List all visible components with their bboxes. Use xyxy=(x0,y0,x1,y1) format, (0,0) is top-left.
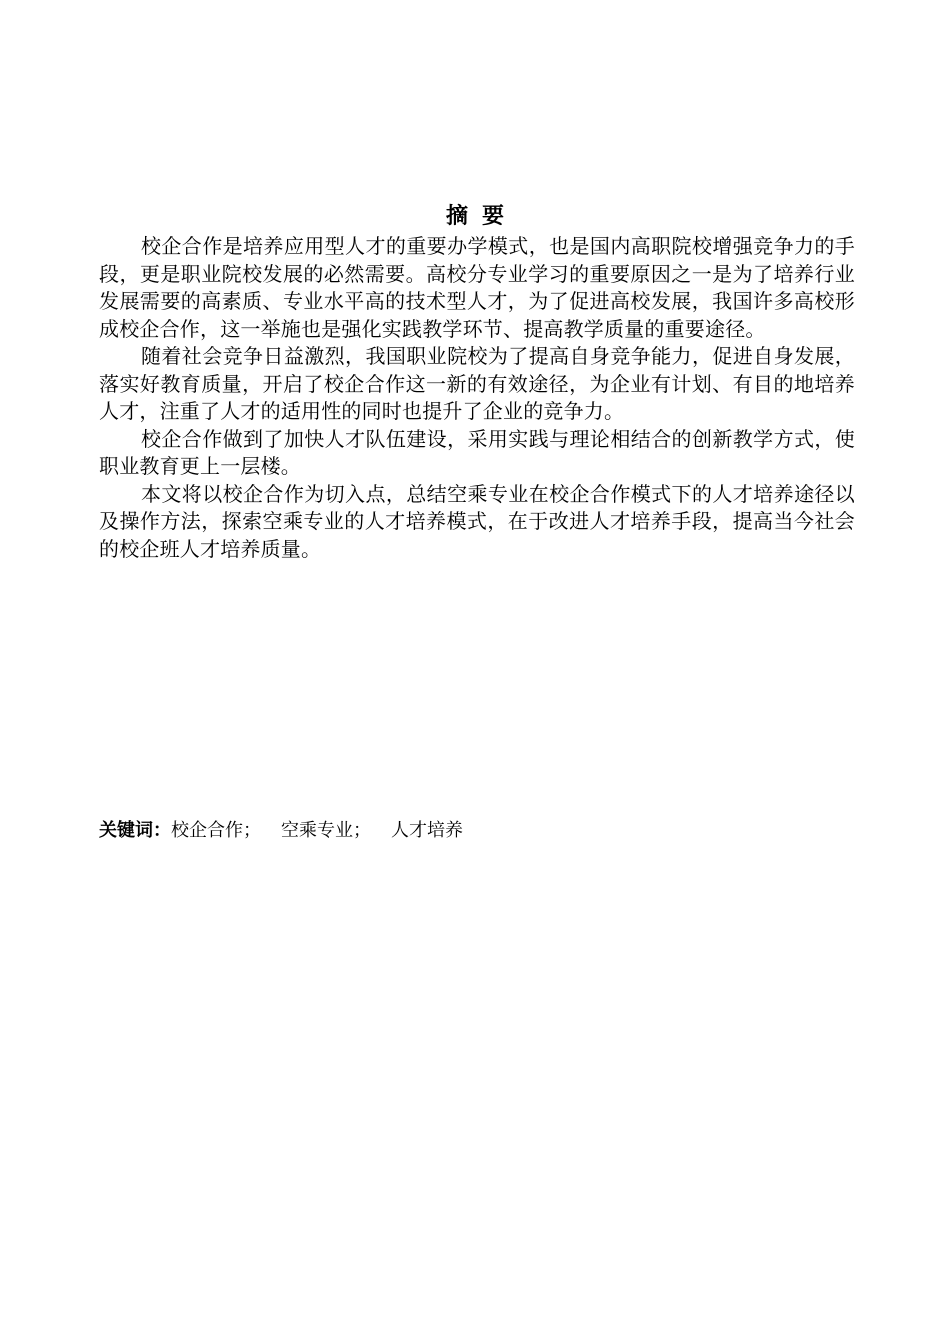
keyword-item: 校企合作； xyxy=(171,820,261,841)
abstract-title: 摘要 xyxy=(445,204,518,229)
keywords-label: 关键词： xyxy=(99,820,171,841)
keyword-item: 人才培养 xyxy=(391,820,463,841)
abstract-paragraph: 校企合作做到了加快人才队伍建设，采用实践与理论相结合的创新教学方式，使职业教育更上一层楼。 xyxy=(99,426,855,478)
abstract-paragraph: 随着社会竞争日益激烈，我国职业院校为了提高自身竞争能力，促进自身发展，落实好教育质量，开启了校企合作这一新的有效途径，为企业有计划、有目的地培养人才，注重了人才的适用性的同时也提升了企业的竞争力。 xyxy=(99,344,855,423)
abstract-paragraph: 本文将以校企合作为切入点，总结空乘专业在校企合作模式下的人才培养途径以及操作方法，探索空乘专业的人才培养模式，在于改进人才培养手段，提高当今社会的校企班人才培养质量。 xyxy=(99,481,855,561)
keywords-line xyxy=(99,818,465,844)
abstract-body xyxy=(99,233,855,563)
abstract-paragraph: 校企合作是培养应用型人才的重要办学模式，也是国内高职院校增强竞争力的手段，更是职业院校发展的必然需要。高校分专业学习的重要原因之一是为了培养行业发展需要的高素质、专业水平高的技术型人才，为了促进高校发展，我国许多高校形成校企合作，这一举施也是强化实践教学环节、提高教学质量的重要途径。 xyxy=(99,234,855,341)
keyword-item: 空乘专业； xyxy=(281,820,371,841)
